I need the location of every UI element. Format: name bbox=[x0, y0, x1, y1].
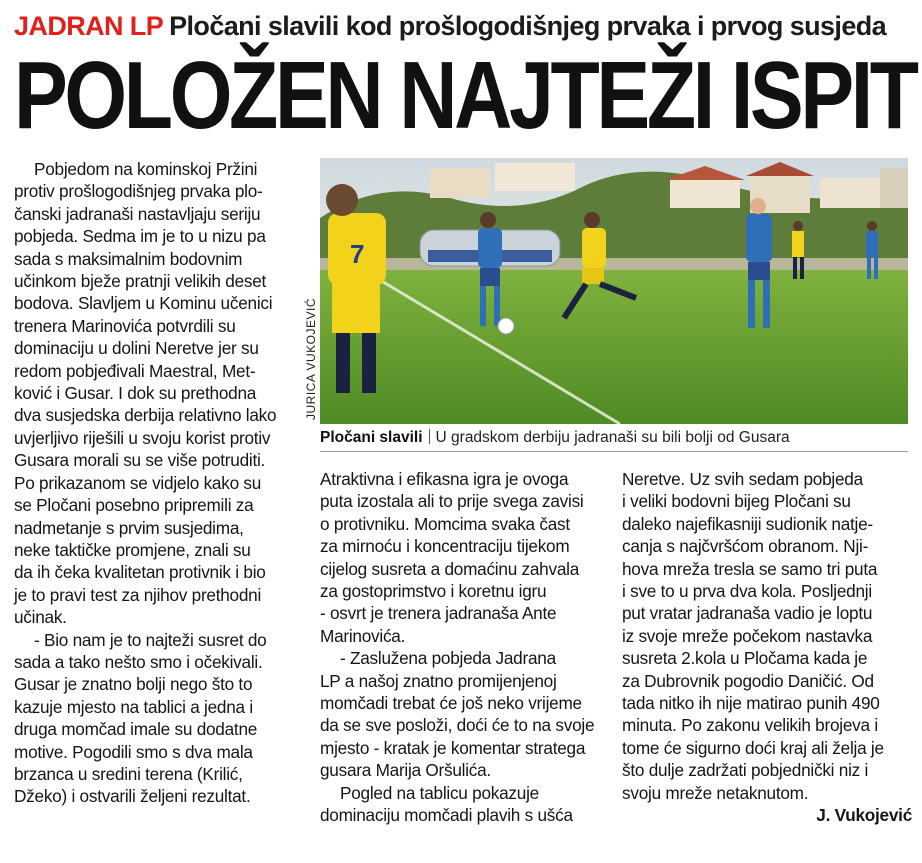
photo-caption bbox=[320, 427, 908, 449]
text-line: pobjeda. Sedma im je to u nizu pa bbox=[14, 226, 266, 247]
text-line: i veliki bodovni bijeg Pločani su bbox=[622, 491, 851, 512]
text-line: ković i Gusar. I dok su prethodna bbox=[14, 383, 257, 404]
text-line: nadmetanje s prvim susjedima, bbox=[14, 517, 244, 538]
text-line: Po prikazanom se vidjelo kako su bbox=[14, 472, 262, 493]
text-line: protiv prošlogodišnjeg prvaka plo- bbox=[14, 181, 263, 202]
text-line: za mirnoću i koncentraciju tijekom bbox=[320, 536, 570, 557]
text-line: neke taktičke promjene, znali su bbox=[14, 539, 251, 560]
text-line: iz svoje mreže počekom nastavka bbox=[622, 625, 873, 646]
svg-text:7: 7 bbox=[350, 239, 365, 269]
text-line: tada nitko ih nije matirao punih 490 bbox=[622, 693, 880, 714]
caption-text: U gradskom derbiju jadranaši su bili bolji od Gusara bbox=[435, 429, 790, 446]
text-line: kazuje mjesto na tablici a jedna i bbox=[14, 696, 253, 717]
text-line: Marinovića. bbox=[320, 625, 406, 646]
caption-lead: Pločani slavili bbox=[320, 429, 423, 446]
text-line: sada a tako nešto smo i očekivali. bbox=[14, 651, 263, 672]
article-column-2 bbox=[320, 468, 610, 827]
text-line: da se sve posloži, doći će to na svoje bbox=[320, 715, 595, 736]
text-line: za Dubrovnik pogodio Daničić. Od bbox=[622, 670, 874, 691]
text-line: da ih čeka kvalitetan protivnik i bio bbox=[14, 562, 266, 583]
text-line: puta izostala ali to prije svega zavisi bbox=[320, 491, 584, 512]
text-line: susreta 2.kola u Pločama kada je bbox=[622, 648, 868, 669]
text-line: uvjerljivo riješili u svoju korist protiv bbox=[14, 427, 271, 448]
text-line: je to pravi test za njihov prethodni bbox=[14, 584, 262, 605]
article-column-3 bbox=[622, 468, 912, 827]
article-column-1 bbox=[14, 158, 304, 808]
text-line: LP a našoj znatno promijenjenoj bbox=[320, 670, 557, 691]
text-line: motive. Pogodili smo s dva mala bbox=[14, 741, 253, 762]
headline: POLOŽEN NAJTEŽI ISPIT bbox=[14, 42, 916, 149]
text-line: bodova. Slavljem u Kominu učenici bbox=[14, 293, 273, 314]
text-line: svoju mreže netaknutom. bbox=[622, 782, 809, 803]
text-line: canja s najčvršćom obranom. Nji- bbox=[622, 536, 869, 557]
text-line: čanski jadranaši nastavljaju seriju bbox=[14, 203, 261, 224]
text-line: Atraktivna i efikasna igra je ovoga bbox=[320, 469, 569, 489]
text-line: gusara Marija Oršulića. bbox=[320, 760, 491, 781]
match-photo bbox=[320, 158, 908, 424]
text-line: redom pobjeđivali Maestral, Met- bbox=[14, 360, 256, 381]
text-line: mjesto - kratak je komentar stratega bbox=[320, 737, 586, 758]
kicker-subtitle: Pločani slavili kod prošlogodišnjeg prvaka i prvog susjeda bbox=[169, 11, 887, 41]
text-line: učinak. bbox=[14, 607, 67, 628]
text-line: daleko najefikasniji sudionik natje- bbox=[622, 513, 873, 534]
text-line: se Pločani posebno pripremili za bbox=[14, 495, 254, 516]
text-line: Neretve. Uz svih sedam pobjeda bbox=[622, 469, 863, 489]
text-line: trenera Marinovića potvrdili su bbox=[14, 315, 236, 336]
text-line: Pogled na tablicu pokazuje bbox=[340, 782, 539, 803]
text-line: za gostoprimstvo i koretnu igru bbox=[320, 581, 547, 602]
text-line: i sve to u prva dva kola. Posljednji bbox=[622, 581, 872, 602]
text-line: Gusar je znatno bolji nego što to bbox=[14, 674, 253, 695]
kicker-tag: JADRAN LP bbox=[14, 11, 164, 41]
text-line: što dulje zadržati pobjednički niz i bbox=[622, 760, 869, 781]
text-line: dva susjedska derbija relativno lako bbox=[14, 405, 277, 426]
text-line: sada s maksimalnim bodovnim bbox=[14, 248, 243, 269]
text-line: učinkom bježe pratnji velikih deset bbox=[14, 271, 267, 292]
text-line: hova mreža tresla se samo tri puta bbox=[622, 558, 878, 579]
text-line: - Zaslužena pobjeda Jadrana bbox=[340, 648, 556, 669]
text-line: o protivniku. Momcima svaka čast bbox=[320, 513, 570, 534]
caption-divider bbox=[429, 429, 430, 444]
text-line: dominaciju momčadi plavih s ušća bbox=[320, 805, 573, 826]
text-line: Gusara morali su se više potruditi. bbox=[14, 450, 266, 471]
text-line: - osvrt je trenera jadranaša Ante bbox=[320, 603, 557, 624]
author-signature: J. Vukojević bbox=[816, 805, 912, 826]
text-line: Pobjedom na kominskoj Pržini bbox=[34, 159, 258, 179]
text-line: put vratar jadranaša vadio je loptu bbox=[622, 603, 873, 624]
caption-rule bbox=[320, 451, 908, 452]
text-line: - Bio nam je to najteži susret do bbox=[34, 629, 267, 650]
photo-illustration bbox=[320, 158, 908, 424]
text-line: minuta. Po zakonu velikih brojeva i bbox=[622, 715, 878, 736]
text-line: cijelog susreta a domaćinu zahvala bbox=[320, 558, 580, 579]
text-line: momčadi trebat će još neko vrijeme bbox=[320, 693, 582, 714]
kicker bbox=[14, 10, 908, 43]
text-line: tome će sigurno doći kraj ali želja je bbox=[622, 737, 884, 758]
text-line: Džeko) i ostvarili željeni rezultat. bbox=[14, 786, 251, 807]
photo-credit: JURICA VUKOJEVIĆ bbox=[304, 297, 318, 420]
text-line: brzanca u sredini terena (Krilić, bbox=[14, 763, 243, 784]
text-line: dominaciju u dolini Neretve jer su bbox=[14, 338, 259, 359]
text-line: druga momčad imale su dodatne bbox=[14, 719, 258, 740]
